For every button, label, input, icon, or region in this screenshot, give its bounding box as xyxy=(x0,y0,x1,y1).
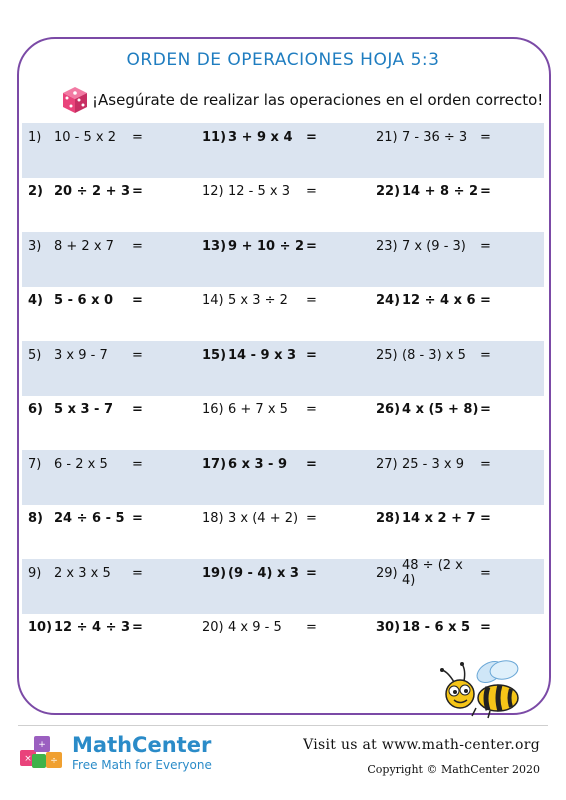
problem-expression: 6 + 7 x 5 xyxy=(228,402,288,417)
problem-number: 8) xyxy=(28,511,43,526)
equals-sign: = xyxy=(132,402,143,417)
problem-row xyxy=(196,559,370,614)
svg-text:+: + xyxy=(38,740,46,750)
problem-number: 25) xyxy=(376,347,398,363)
problem-row xyxy=(370,232,544,287)
instruction-row xyxy=(60,80,543,120)
problem xyxy=(22,563,152,583)
problem-row xyxy=(22,341,196,396)
problem-row xyxy=(22,559,196,614)
problem-number: 6) xyxy=(28,402,43,417)
problem xyxy=(196,182,326,202)
problem xyxy=(370,127,500,147)
equals-sign: = xyxy=(480,620,491,635)
problem xyxy=(22,454,152,474)
problem xyxy=(22,400,152,420)
problem-row xyxy=(22,505,196,560)
problem-row xyxy=(196,232,370,287)
problem-row xyxy=(22,287,196,342)
problem-expression: (9 - 4) x 3 xyxy=(228,565,299,581)
equals-sign: = xyxy=(480,293,491,308)
problem xyxy=(370,236,500,256)
problem-row xyxy=(196,450,370,505)
problem xyxy=(22,618,152,638)
equals-sign: = xyxy=(132,511,143,526)
equals-sign: = xyxy=(306,456,317,472)
problem-expression: 9 + 10 ÷ 2 xyxy=(228,238,305,254)
copyright-text: Copyright © MathCenter 2020 xyxy=(367,763,540,776)
problem-number: 2) xyxy=(28,184,43,199)
problem-number: 9) xyxy=(28,565,42,581)
problem-column-1 xyxy=(22,123,196,668)
bee-mascot-icon xyxy=(432,658,526,720)
dice-icon xyxy=(60,85,90,115)
problem-row xyxy=(370,123,544,178)
problem-number: 27) xyxy=(376,456,398,472)
svg-text:÷: ÷ xyxy=(50,756,58,766)
problem-expression: 5 x 3 - 7 xyxy=(54,402,114,417)
problem-expression: 7 x (9 - 3) xyxy=(402,238,466,254)
equals-sign: = xyxy=(132,565,143,581)
equals-sign: = xyxy=(306,402,317,417)
problem-number: 12) xyxy=(202,184,224,199)
problem xyxy=(370,558,500,588)
problem-expression: 4 x (5 + 8) xyxy=(402,402,479,417)
problem xyxy=(22,127,152,147)
equals-sign: = xyxy=(306,511,317,526)
problem xyxy=(196,509,326,529)
problem-expression: 2 x 3 x 5 xyxy=(54,565,111,581)
problem xyxy=(22,291,152,311)
problem-row xyxy=(196,505,370,560)
problem xyxy=(196,236,326,256)
problem-expression: 14 x 2 + 7 xyxy=(402,511,476,526)
problem-expression: 12 ÷ 4 ÷ 3 xyxy=(54,620,131,635)
problem-column-3 xyxy=(370,123,544,668)
equals-sign: = xyxy=(306,293,317,308)
equals-sign: = xyxy=(480,129,491,145)
equals-sign: = xyxy=(480,511,491,526)
problem-row xyxy=(196,341,370,396)
problem-expression: 6 - 2 x 5 xyxy=(54,456,108,472)
problem-expression: 12 ÷ 4 x 6 xyxy=(402,293,476,308)
problem-expression: 6 x 3 - 9 xyxy=(228,456,288,472)
mathcenter-logo-icon xyxy=(18,732,66,772)
problem xyxy=(370,454,500,474)
problem-number: 18) xyxy=(202,511,224,526)
problem-expression: 20 ÷ 2 + 3 xyxy=(54,184,131,199)
equals-sign: = xyxy=(306,565,317,581)
problem xyxy=(370,345,500,365)
problem xyxy=(370,291,500,311)
problem-number: 11) xyxy=(202,129,227,145)
problem-row xyxy=(196,396,370,451)
problem-row xyxy=(370,178,544,233)
problem-number: 19) xyxy=(202,565,227,581)
problem-expression: 24 ÷ 6 - 5 xyxy=(54,511,125,526)
svg-text:×: × xyxy=(24,754,32,764)
brand-name: MathCenter xyxy=(72,733,212,757)
problem-expression: 7 - 36 ÷ 3 xyxy=(402,129,468,145)
instruction-text: ¡Asegúrate de realizar las operaciones en el orden correcto! xyxy=(92,91,544,109)
problem xyxy=(22,345,152,365)
problem-row xyxy=(22,450,196,505)
equals-sign: = xyxy=(132,620,143,635)
problem-expression: 12 - 5 x 3 xyxy=(228,184,290,199)
equals-sign: = xyxy=(132,184,143,199)
problem-row xyxy=(196,178,370,233)
problem-number: 16) xyxy=(202,402,224,417)
problem xyxy=(196,291,326,311)
problem-number: 10) xyxy=(28,620,53,635)
problem-row xyxy=(370,287,544,342)
problem-expression: 3 x (4 + 2) xyxy=(228,511,299,526)
problem-row xyxy=(196,287,370,342)
problem-expression: 48 ÷ (2 x 4) xyxy=(402,558,463,588)
problem-number: 29) xyxy=(376,565,398,581)
problem-expression: 5 x 3 ÷ 2 xyxy=(228,293,288,308)
problem-number: 4) xyxy=(28,293,43,308)
equals-sign: = xyxy=(480,238,491,254)
equals-sign: = xyxy=(306,129,317,145)
page-title: ORDEN DE OPERACIONES HOJA 5:3 xyxy=(126,50,440,70)
equals-sign: = xyxy=(306,347,317,363)
problem xyxy=(370,509,500,529)
problem xyxy=(196,345,326,365)
problem-number: 13) xyxy=(202,238,227,254)
problem-number: 28) xyxy=(376,511,401,526)
problem-number: 26) xyxy=(376,402,401,417)
problem xyxy=(22,509,152,529)
equals-sign: = xyxy=(306,184,317,199)
equals-sign: = xyxy=(480,565,491,581)
problem-expression: (8 - 3) x 5 xyxy=(402,347,466,363)
equals-sign: = xyxy=(480,347,491,363)
equals-sign: = xyxy=(306,238,317,254)
problem xyxy=(196,618,326,638)
problem-row xyxy=(196,123,370,178)
problem-number: 20) xyxy=(202,620,224,635)
problem-expression: 4 x 9 - 5 xyxy=(228,620,282,635)
problem-row xyxy=(370,396,544,451)
problem xyxy=(22,236,152,256)
problem-column-2 xyxy=(196,123,370,668)
problem xyxy=(370,182,500,202)
problem-number: 7) xyxy=(28,456,42,472)
problem-number: 5) xyxy=(28,347,42,363)
problem xyxy=(196,563,326,583)
problem-number: 24) xyxy=(376,293,401,308)
problem xyxy=(22,182,152,202)
problem-number: 1) xyxy=(28,129,42,145)
problem-expression: 10 - 5 x 2 xyxy=(54,129,116,145)
problem xyxy=(196,127,326,147)
problem-number: 30) xyxy=(376,620,401,635)
problem-expression: 5 - 6 x 0 xyxy=(54,293,114,308)
problem-expression: 25 - 3 x 9 xyxy=(402,456,464,472)
problem-number: 23) xyxy=(376,238,398,254)
equals-sign: = xyxy=(132,238,143,254)
problem-number: 17) xyxy=(202,456,227,472)
equals-sign: = xyxy=(132,293,143,308)
problem xyxy=(196,400,326,420)
visit-link[interactable]: Visit us at www.math-center.org xyxy=(303,737,540,753)
equals-sign: = xyxy=(132,129,143,145)
problem xyxy=(370,400,500,420)
problem-number: 3) xyxy=(28,238,42,254)
problem-row xyxy=(22,396,196,451)
equals-sign: = xyxy=(306,620,317,635)
footer-divider xyxy=(18,725,548,726)
equals-sign: = xyxy=(480,184,491,199)
problem-row xyxy=(22,232,196,287)
problem-row xyxy=(196,614,370,669)
brand-tagline: Free Math for Everyone xyxy=(72,758,212,772)
problem-expression: 18 - 6 x 5 xyxy=(402,620,471,635)
problem-expression: 14 - 9 x 3 xyxy=(228,347,297,363)
problem-row xyxy=(370,450,544,505)
problem-row xyxy=(22,178,196,233)
problem-number: 14) xyxy=(202,293,224,308)
problem xyxy=(370,618,500,638)
problem-number: 22) xyxy=(376,184,401,199)
problem-number: 21) xyxy=(376,129,398,145)
problem-row xyxy=(370,559,544,614)
problem-grid xyxy=(22,123,544,668)
equals-sign: = xyxy=(132,347,143,363)
problem-row xyxy=(370,341,544,396)
problem-expression: 14 + 8 ÷ 2 xyxy=(402,184,479,199)
problem-row xyxy=(22,614,196,669)
equals-sign: = xyxy=(132,456,143,472)
equals-sign: = xyxy=(480,402,491,417)
problem-expression: 8 + 2 x 7 xyxy=(54,238,114,254)
problem-number: 15) xyxy=(202,347,227,363)
equals-sign: = xyxy=(480,456,491,472)
problem xyxy=(196,454,326,474)
problem-expression: 3 x 9 - 7 xyxy=(54,347,108,363)
problem-row xyxy=(22,123,196,178)
problem-row xyxy=(370,505,544,560)
problem-expression: 3 + 9 x 4 xyxy=(228,129,293,145)
